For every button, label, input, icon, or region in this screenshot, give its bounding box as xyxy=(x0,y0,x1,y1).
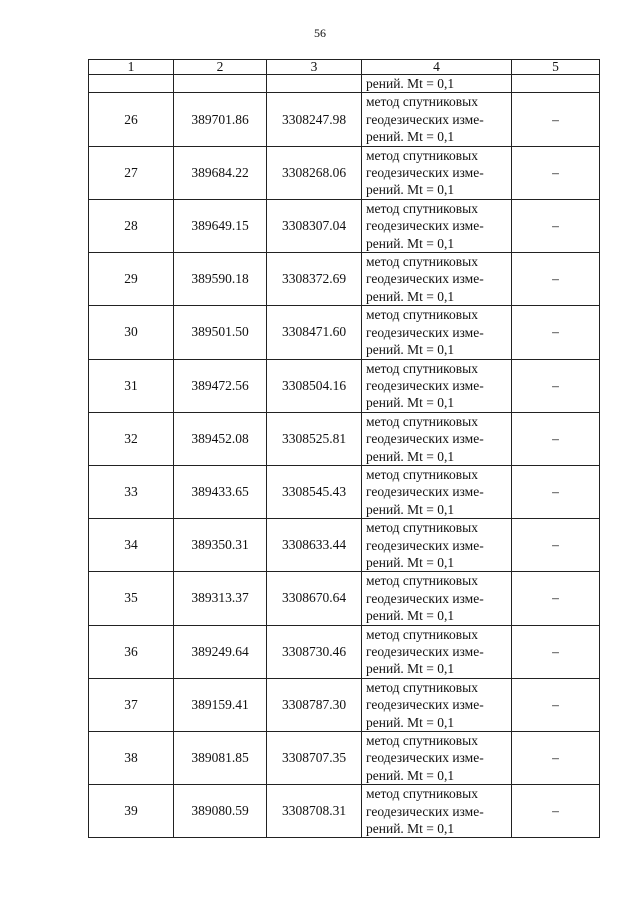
cell-number: 28 xyxy=(89,199,174,252)
description-line: рений. Mt = 0,1 xyxy=(366,448,455,464)
description-line: геодезических изме- xyxy=(366,750,484,766)
cell-description xyxy=(362,465,512,518)
cell-x: 389452.08 xyxy=(174,412,267,465)
description-line: геодезических изме- xyxy=(366,165,484,181)
description-line: рений. Mt = 0,1 xyxy=(366,608,455,624)
cell-number: 35 xyxy=(89,572,174,625)
table-row xyxy=(89,412,600,465)
column-header-2: 2 xyxy=(174,60,267,75)
description-line: рений. Mt = 0,1 xyxy=(366,182,455,198)
description-line: метод спутниковых xyxy=(366,307,478,323)
description-line: геодезических изме- xyxy=(366,484,484,500)
page-number: 56 xyxy=(314,26,326,40)
cell-number: 38 xyxy=(89,732,174,785)
cell-x: 389701.86 xyxy=(174,93,267,146)
cell-note: – xyxy=(512,732,600,785)
cell-x xyxy=(174,75,267,93)
description-line: рений. Mt = 0,1 xyxy=(366,395,455,411)
cell-number: 34 xyxy=(89,519,174,572)
column-header-1: 1 xyxy=(89,60,174,75)
description-line: геодезических изме- xyxy=(366,111,484,127)
cell-note: – xyxy=(512,678,600,731)
cell-description xyxy=(362,625,512,678)
cell-description xyxy=(362,785,512,838)
table-row xyxy=(89,253,600,306)
cell-description xyxy=(362,253,512,306)
table-row xyxy=(89,93,600,146)
cell-x: 389472.56 xyxy=(174,359,267,412)
cell-number: 31 xyxy=(89,359,174,412)
cell-description xyxy=(362,306,512,359)
cell-description xyxy=(362,199,512,252)
description-line: рений. Mt = 0,1 xyxy=(366,501,455,517)
cell-number: 27 xyxy=(89,146,174,199)
cell-note: – xyxy=(512,572,600,625)
cell-note: – xyxy=(512,93,600,146)
cell-description xyxy=(362,146,512,199)
description-line: рений. Mt = 0,1 xyxy=(366,714,455,730)
description-line: геодезических изме- xyxy=(366,431,484,447)
description-line: метод спутниковых xyxy=(366,94,478,110)
column-header-5: 5 xyxy=(512,60,600,75)
cell-note: – xyxy=(512,306,600,359)
cell-x: 389080.59 xyxy=(174,785,267,838)
cell-number: 33 xyxy=(89,465,174,518)
table-row xyxy=(89,572,600,625)
cell-x: 389249.64 xyxy=(174,625,267,678)
cell-y: 3308707.35 xyxy=(267,732,362,785)
cell-y: 3308670.64 xyxy=(267,572,362,625)
cell-description xyxy=(362,519,512,572)
description-line: рений. Mt = 0,1 xyxy=(366,554,455,570)
table-row xyxy=(89,625,600,678)
description-line: метод спутниковых xyxy=(366,466,478,482)
cell-x: 389081.85 xyxy=(174,732,267,785)
cell-y: 3308471.60 xyxy=(267,306,362,359)
cell-number: 32 xyxy=(89,412,174,465)
description-line: метод спутниковых xyxy=(366,573,478,589)
description-line: геодезических изме- xyxy=(366,537,484,553)
cell-number: 29 xyxy=(89,253,174,306)
cell-note: – xyxy=(512,412,600,465)
cell-y: 3308787.30 xyxy=(267,678,362,731)
description-line: геодезических изме- xyxy=(366,324,484,340)
table-row xyxy=(89,306,600,359)
description-line: рений. Mt = 0,1 xyxy=(366,767,455,783)
cell-number: 39 xyxy=(89,785,174,838)
cell-note: – xyxy=(512,625,600,678)
table-row xyxy=(89,732,600,785)
cell-note: – xyxy=(512,253,600,306)
cell-note: – xyxy=(512,519,600,572)
continuation-row xyxy=(89,75,600,93)
cell-note: – xyxy=(512,199,600,252)
table-row xyxy=(89,678,600,731)
column-header-3: 3 xyxy=(267,60,362,75)
table-header-row xyxy=(89,60,600,75)
cell-y: 3308307.04 xyxy=(267,199,362,252)
cell-y: 3308730.46 xyxy=(267,625,362,678)
description-line: метод спутниковых xyxy=(366,786,478,802)
cell-x: 389501.50 xyxy=(174,306,267,359)
column-header-4: 4 xyxy=(362,60,512,75)
description-line: метод спутниковых xyxy=(366,200,478,216)
coordinates-table xyxy=(88,59,600,838)
cell-note xyxy=(512,75,600,93)
description-line: метод спутниковых xyxy=(366,733,478,749)
cell-y: 3308504.16 xyxy=(267,359,362,412)
cell-number: 26 xyxy=(89,93,174,146)
description-line: рений. Mt = 0,1 xyxy=(366,288,455,304)
description-line: метод спутниковых xyxy=(366,413,478,429)
description-line: геодезических изме- xyxy=(366,218,484,234)
description-line: метод спутниковых xyxy=(366,679,478,695)
table-row xyxy=(89,359,600,412)
cell-x: 389649.15 xyxy=(174,199,267,252)
cell-y: 3308708.31 xyxy=(267,785,362,838)
description-line: рений. Mt = 0,1 xyxy=(366,821,455,837)
cell-x: 389159.41 xyxy=(174,678,267,731)
description-line: метод спутниковых xyxy=(366,360,478,376)
description-line: рений. Mt = 0,1 xyxy=(366,342,455,358)
cell-description xyxy=(362,359,512,412)
description-line: метод спутниковых xyxy=(366,254,478,270)
description-line: метод спутниковых xyxy=(366,147,478,163)
cell-y: 3308545.43 xyxy=(267,465,362,518)
cell-description xyxy=(362,572,512,625)
description-line: рений. Mt = 0,1 xyxy=(366,235,455,251)
cell-y: 3308525.81 xyxy=(267,412,362,465)
cell-note: – xyxy=(512,465,600,518)
cell-description xyxy=(362,678,512,731)
cell-y: 3308268.06 xyxy=(267,146,362,199)
cell-x: 389313.37 xyxy=(174,572,267,625)
cell-y: 3308372.69 xyxy=(267,253,362,306)
description-line: метод спутниковых xyxy=(366,626,478,642)
table-row xyxy=(89,785,600,838)
table-row xyxy=(89,146,600,199)
description-line: геодезических изме- xyxy=(366,697,484,713)
cell-x: 389590.18 xyxy=(174,253,267,306)
cell-number: 36 xyxy=(89,625,174,678)
cell-number: 37 xyxy=(89,678,174,731)
description-line: метод спутниковых xyxy=(366,520,478,536)
description-line: рений. Mt = 0,1 xyxy=(366,129,455,145)
table-row xyxy=(89,465,600,518)
table-row xyxy=(89,519,600,572)
cell-x: 389433.65 xyxy=(174,465,267,518)
cell-y xyxy=(267,75,362,93)
cell-number xyxy=(89,75,174,93)
cell-x: 389350.31 xyxy=(174,519,267,572)
cell-y: 3308247.98 xyxy=(267,93,362,146)
table-row xyxy=(89,199,600,252)
description-line: геодезических изме- xyxy=(366,803,484,819)
cell-description xyxy=(362,412,512,465)
cell-y: 3308633.44 xyxy=(267,519,362,572)
cell-description xyxy=(362,732,512,785)
cell-description: рений. Mt = 0,1 xyxy=(362,75,512,93)
description-line: геодезических изме- xyxy=(366,377,484,393)
cell-description xyxy=(362,93,512,146)
description-line: рений. Mt = 0,1 xyxy=(366,661,455,677)
cell-note: – xyxy=(512,359,600,412)
cell-note: – xyxy=(512,146,600,199)
description-line: геодезических изме- xyxy=(366,590,484,606)
cell-note: – xyxy=(512,785,600,838)
description-line: геодезических изме- xyxy=(366,644,484,659)
description-line: геодезических изме- xyxy=(366,271,484,287)
cell-x: 389684.22 xyxy=(174,146,267,199)
cell-number: 30 xyxy=(89,306,174,359)
